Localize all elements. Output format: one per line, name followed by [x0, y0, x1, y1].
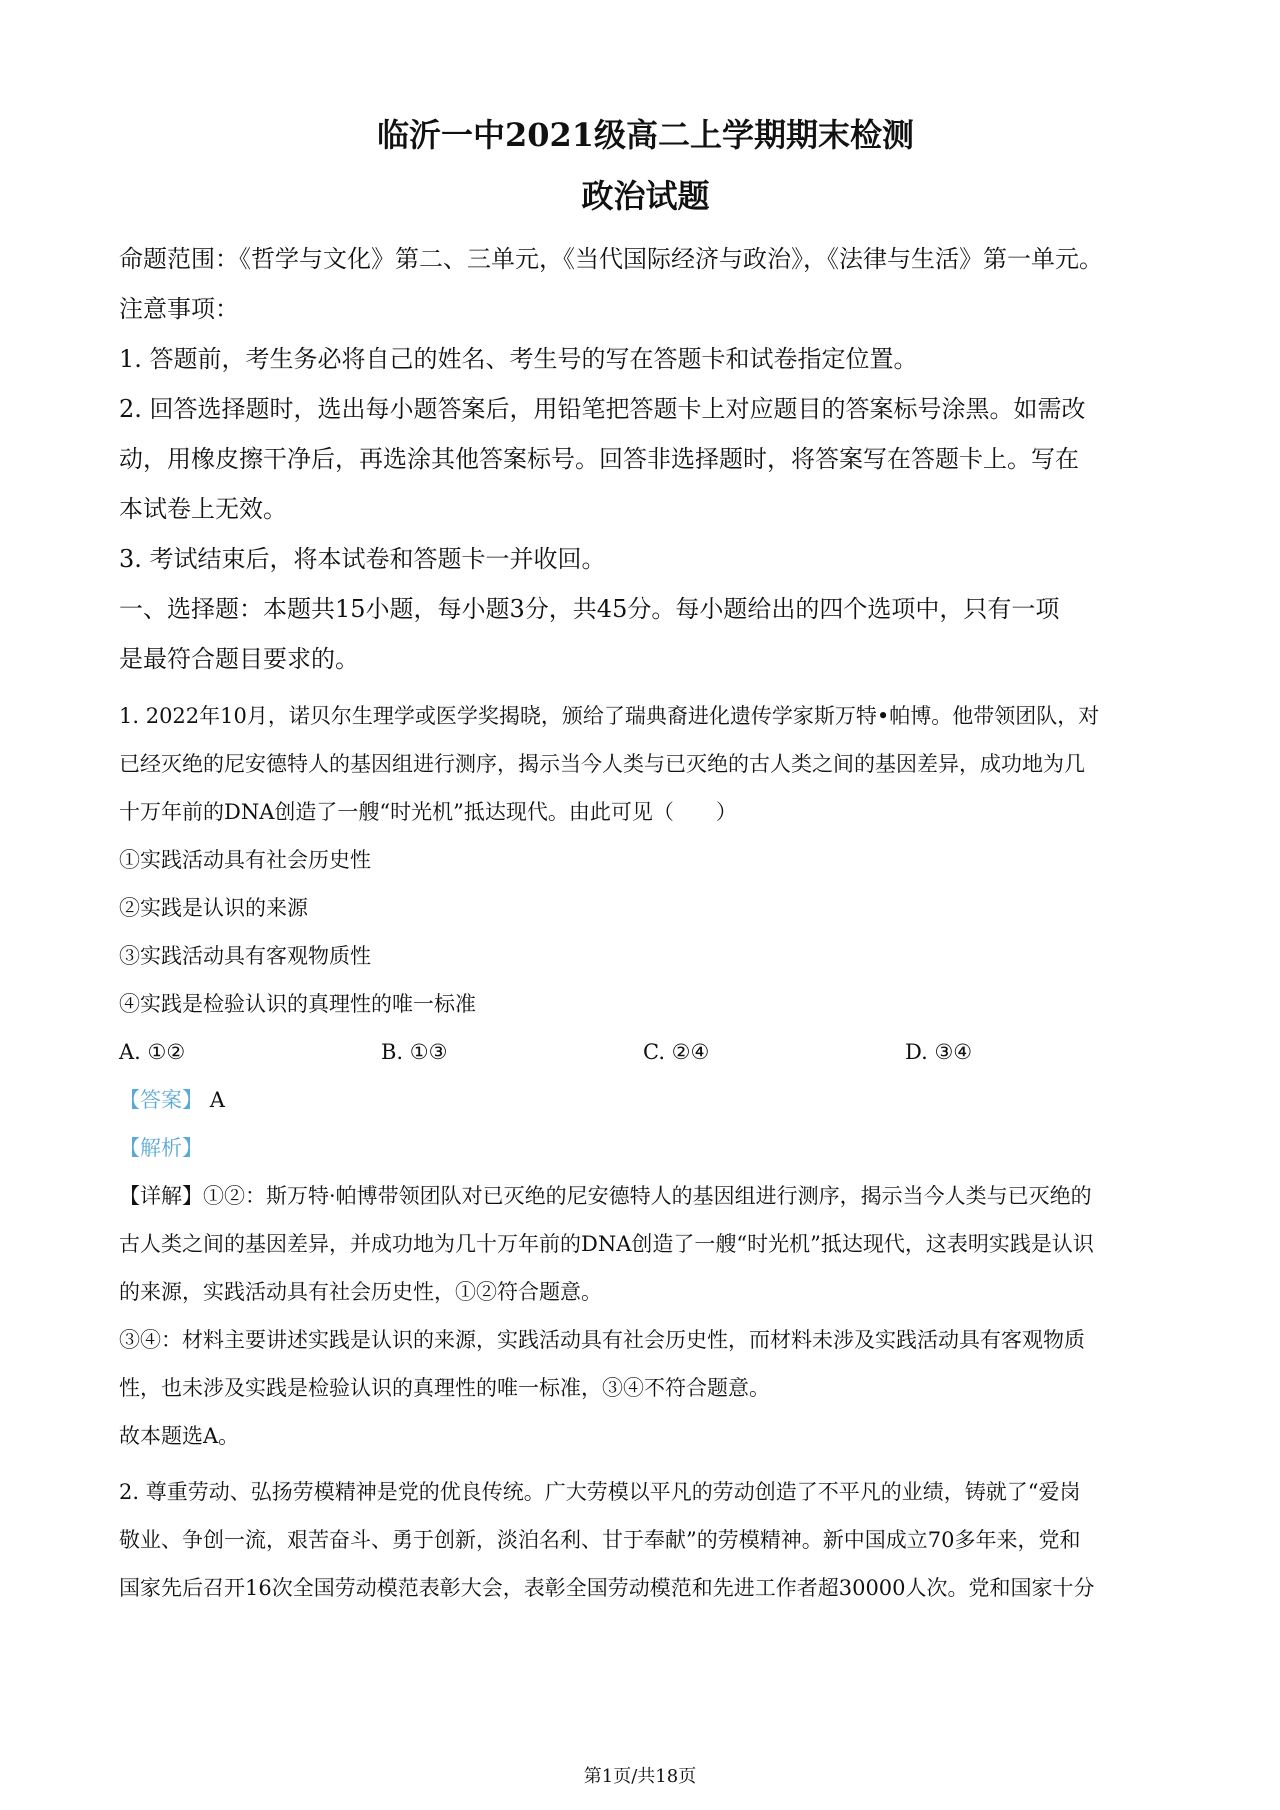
answer-value: A: [209, 1088, 225, 1112]
note-item-2-line-3: 本试卷上无效。: [119, 495, 287, 523]
q1-analysis-line: [119, 1124, 1172, 1172]
detail-tag: 【详解】: [119, 1184, 203, 1208]
note-item-3: 3. 考试结束后，将本试卷和答题卡一并收回。: [119, 545, 606, 573]
q1-stem-line-3: 十万年前的DNA创造了一艘“时光机”抵达现代。由此可见（ ）: [119, 800, 737, 824]
q1-options: [119, 1028, 1172, 1076]
question-1: [119, 692, 1172, 1460]
q1-statement-2: ②实践是认识的来源: [119, 896, 308, 920]
exam-title: 临沂一中2021级高二上学期期末检测: [376, 116, 915, 154]
section-heading-line-2: 是最符合题目要求的。: [119, 645, 359, 673]
q1-stem-line-1: 1. 2022年10月，诺贝尔生理学或医学奖揭晓，颁给了瑞典裔进化遗传学家斯万特•帕博。他带领团队，对: [119, 704, 1100, 728]
q1-option-d: D. ③④: [905, 1040, 973, 1064]
note-item-2-line-1: 2. 回答选择题时，选出每小题答案后，用铅笔把答题卡上对应题目的答案标号涂黑。如需改: [119, 395, 1086, 423]
detail-text: ①②：斯万特·帕博带领团队对已灭绝的尼安德特人的基因组进行测序，揭示当今人类与已灭绝的: [203, 1184, 1092, 1208]
q1-option-c: C. ②④: [643, 1040, 710, 1064]
q1-option-a: A. ①②: [119, 1040, 186, 1064]
q1-detail-line-4: ③④：材料主要讲述实践是认识的来源，实践活动具有社会历史性，而材料未涉及实践活动具有客观物质: [119, 1328, 1085, 1352]
q1-statement-1: ①实践活动具有社会历史性: [119, 848, 371, 872]
q1-detail-line-3: 的来源，实践活动具有社会历史性，①②符合题意。: [119, 1280, 602, 1304]
q1-detail-line-1: [119, 1172, 1172, 1220]
q1-statement-4: ④实践是检验认识的真理性的唯一标准: [119, 992, 476, 1016]
notes-heading: 注意事项：: [119, 295, 239, 323]
q1-detail-line-5: 性，也未涉及实践是检验认识的真理性的唯一标准，③④不符合题意。: [119, 1376, 770, 1400]
q2-line-3: 国家先后召开16次全国劳动模范表彰大会，表彰全国劳动模范和先进工作者超30000人次。党和国家十分: [119, 1576, 1095, 1600]
section-heading-line-1: 一、选择题：本题共15小题，每小题3分，共45分。每小题给出的四个选项中，只有一项: [119, 595, 1060, 623]
exam-notes: [119, 234, 1172, 684]
q1-detail-line-2: 古人类之间的基因差异，并成功地为几十万年前的DNA创造了一艘“时光机”抵达现代，这表明实践是认识: [119, 1232, 1094, 1256]
q2-line-2: 敬业、争创一流，艰苦奋斗、勇于创新，淡泊名利、甘于奉献”的劳模精神。新中国成立70多年来，党和: [119, 1528, 1081, 1552]
q1-statement-3: ③实践活动具有客观物质性: [119, 944, 371, 968]
exam-subtitle: 政治试题: [581, 177, 710, 215]
analysis-tag: 【解析】: [119, 1136, 203, 1160]
note-item-2-line-2: 动，用橡皮擦干净后，再选涂其他答案标号。回答非选择题时，将答案写在答题卡上。写在: [119, 445, 1079, 473]
note-item-1: 1. 答题前，考生务必将自己的姓名、考生号的写在答题卡和试卷指定位置。: [119, 345, 918, 373]
q1-option-b: B. ①③: [381, 1040, 448, 1064]
q1-stem-line-2: 已经灭绝的尼安德特人的基因组进行测序，揭示当今人类与已灭绝的古人类之间的基因差异，成功地为几: [119, 752, 1085, 776]
answer-tag: 【答案】: [119, 1088, 203, 1112]
page-footer: 第1页/共18页: [583, 1766, 697, 1787]
scope-line: 命题范围：《哲学与文化》第二、三单元，《当代国际经济与政治》，《法律与生活》第一单元。: [119, 245, 1103, 273]
question-2: [119, 1468, 1172, 1612]
q2-line-1: 2. 尊重劳动、弘扬劳模精神是党的优良传统。广大劳模以平凡的劳动创造了不平凡的业绩，铸就了“爱岗: [119, 1480, 1081, 1504]
q1-detail-line-6: 故本题选A。: [119, 1424, 240, 1448]
q1-answer-line: [119, 1076, 1172, 1124]
